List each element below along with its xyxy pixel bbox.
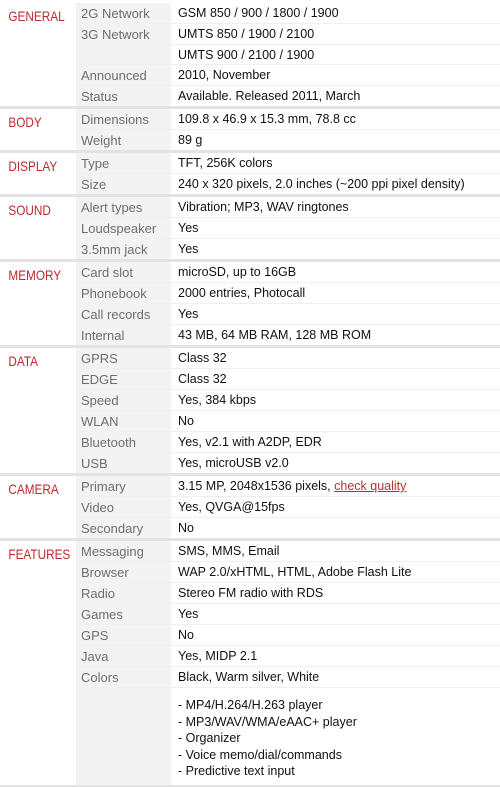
section-rows <box>76 348 500 473</box>
spec-label: WLAN <box>76 411 171 431</box>
spec-label: Browser <box>76 562 171 582</box>
spec-row <box>76 476 500 497</box>
spec-label: Radio <box>76 583 171 603</box>
spec-row <box>76 390 500 411</box>
spec-row <box>76 688 500 785</box>
spec-label: Weight <box>76 130 171 150</box>
spec-value-text: Yes, MIDP 2.1 <box>178 649 258 663</box>
spec-row <box>76 174 500 194</box>
section-rows <box>76 197 500 259</box>
feature-list <box>178 691 500 783</box>
spec-label: Messaging <box>76 541 171 561</box>
spec-value <box>171 688 500 785</box>
spec-label: Primary <box>76 476 171 496</box>
spec-value <box>171 86 500 106</box>
section-rows <box>76 153 500 194</box>
section-heading: GENERAL <box>8 8 65 24</box>
spec-label: Speed <box>76 390 171 410</box>
spec-row <box>76 604 500 625</box>
spec-section-body <box>0 109 500 153</box>
spec-row <box>76 197 500 218</box>
section-heading: FEATURES <box>8 546 71 562</box>
spec-section-camera <box>0 476 500 541</box>
spec-row <box>76 432 500 453</box>
spec-label: Java <box>76 646 171 666</box>
spec-row <box>76 65 500 86</box>
spec-row <box>76 646 500 667</box>
spec-row <box>76 153 500 174</box>
spec-label: 2G Network <box>76 3 171 23</box>
spec-row <box>76 325 500 345</box>
feature-list-item: - MP4/H.264/H.263 player <box>178 698 323 712</box>
spec-value-text: Yes, QVGA@15fps <box>178 500 285 514</box>
spec-label: USB <box>76 453 171 473</box>
spec-row <box>76 625 500 646</box>
spec-value <box>171 411 500 431</box>
spec-label: Loudspeaker <box>76 218 171 238</box>
spec-value <box>171 24 500 44</box>
feature-list-item: - MP3/WAV/WMA/eAAC+ player <box>178 714 357 729</box>
section-rows <box>76 541 500 785</box>
spec-value <box>171 304 500 324</box>
spec-value-text: Stereo FM radio with RDS <box>178 586 324 600</box>
section-heading: MEMORY <box>8 267 62 283</box>
spec-label: Alert types <box>76 197 171 217</box>
spec-row <box>76 667 500 688</box>
spec-section-data <box>0 348 500 476</box>
spec-row <box>76 562 500 583</box>
section-rows <box>76 3 500 106</box>
spec-label: GPS <box>76 625 171 645</box>
spec-value-text: Yes <box>178 242 199 256</box>
spec-value-text: microSD, up to 16GB <box>178 265 297 279</box>
spec-value <box>171 174 500 194</box>
spec-row <box>76 130 500 150</box>
spec-row <box>76 304 500 325</box>
spec-value <box>171 325 500 345</box>
spec-row <box>76 348 500 369</box>
spec-value-text: No <box>178 414 194 428</box>
spec-label: Announced <box>76 65 171 85</box>
spec-section-display <box>0 153 500 197</box>
spec-value-text: Yes <box>178 307 199 321</box>
spec-label: Video <box>76 497 171 517</box>
spec-value <box>171 109 500 129</box>
spec-value-text: 3.15 MP, 2048x1536 pixels, <box>178 479 335 493</box>
spec-label: Type <box>76 153 171 173</box>
section-heading: DISPLAY <box>8 158 58 174</box>
spec-value <box>171 562 500 582</box>
spec-section-features <box>0 541 500 787</box>
spec-row <box>76 369 500 390</box>
spec-value <box>171 541 500 561</box>
spec-row <box>76 453 500 473</box>
spec-value <box>171 625 500 645</box>
spec-section-memory <box>0 262 500 348</box>
spec-value-text: Yes, v2.1 with A2DP, EDR <box>178 435 322 449</box>
spec-value-text: Available. Released 2011, March <box>178 89 361 103</box>
spec-label: 3G Network <box>76 24 171 44</box>
spec-value-text: 109.8 x 46.9 x 15.3 mm, 78.8 cc <box>178 112 356 126</box>
spec-value-text: 89 g <box>178 133 203 147</box>
spec-value <box>171 262 500 282</box>
spec-row <box>76 218 500 239</box>
spec-label <box>76 45 171 64</box>
spec-label: 3.5mm jack <box>76 239 171 259</box>
spec-value <box>171 390 500 410</box>
spec-value-text: 2010, November <box>178 68 271 82</box>
spec-value <box>171 218 500 238</box>
spec-value-text: Yes, microUSB v2.0 <box>178 456 289 470</box>
spec-value-text: SMS, MMS, Email <box>178 544 280 558</box>
spec-row <box>76 541 500 562</box>
spec-value-text: No <box>178 628 194 642</box>
spec-label: Bluetooth <box>76 432 171 452</box>
spec-row <box>76 497 500 518</box>
spec-row <box>76 262 500 283</box>
spec-label: Size <box>76 174 171 194</box>
spec-label: Games <box>76 604 171 624</box>
spec-section-general <box>0 3 500 109</box>
spec-value-text: UMTS 850 / 1900 / 2100 <box>178 27 315 41</box>
spec-value-text: No <box>178 521 194 535</box>
spec-value <box>171 283 500 303</box>
spec-value <box>171 369 500 389</box>
spec-value-text: UMTS 900 / 2100 / 1900 <box>178 48 315 62</box>
spec-value <box>171 646 500 666</box>
check-quality-link[interactable]: check quality <box>334 479 407 493</box>
spec-row <box>76 583 500 604</box>
spec-label: Phonebook <box>76 283 171 303</box>
spec-row <box>76 239 500 259</box>
spec-label <box>76 688 171 785</box>
spec-value <box>171 583 500 603</box>
section-rows <box>76 476 500 538</box>
spec-row <box>76 24 500 45</box>
spec-value <box>171 518 500 538</box>
spec-label: Internal <box>76 325 171 345</box>
spec-value <box>171 453 500 473</box>
spec-value-text: 240 x 320 pixels, 2.0 inches (~200 ppi pixel density) <box>178 177 465 191</box>
feature-list-item: - Voice memo/dial/commands <box>178 747 342 762</box>
section-rows <box>76 109 500 150</box>
spec-table <box>0 3 500 787</box>
spec-row <box>76 86 500 106</box>
spec-value-text: Class 32 <box>178 351 227 365</box>
spec-value <box>171 130 500 150</box>
spec-value-text: Class 32 <box>178 372 227 386</box>
spec-value <box>171 153 500 173</box>
spec-value-text: GSM 850 / 900 / 1800 / 1900 <box>178 6 339 20</box>
spec-value-text: Yes <box>178 221 199 235</box>
section-heading: SOUND <box>8 202 51 218</box>
spec-value <box>171 476 500 496</box>
spec-value <box>171 65 500 85</box>
spec-value <box>171 497 500 517</box>
spec-row <box>76 411 500 432</box>
spec-value <box>171 45 500 64</box>
feature-list-item: - Organizer <box>178 731 241 746</box>
spec-value-text: 43 MB, 64 MB RAM, 128 MB ROM <box>178 328 372 342</box>
spec-value <box>171 604 500 624</box>
feature-list-item: - Predictive text input <box>178 764 295 779</box>
spec-label: GPRS <box>76 348 171 368</box>
spec-label: EDGE <box>76 369 171 389</box>
section-heading: CAMERA <box>8 481 59 497</box>
spec-value-text: Yes, 384 kbps <box>178 393 257 407</box>
spec-row <box>76 3 500 24</box>
section-heading: BODY <box>8 114 42 130</box>
spec-value <box>171 239 500 259</box>
spec-row <box>76 283 500 304</box>
spec-label: Dimensions <box>76 109 171 129</box>
spec-value <box>171 197 500 217</box>
spec-value-text: Yes <box>178 607 199 621</box>
spec-value-text: Vibration; MP3, WAV ringtones <box>178 200 349 214</box>
spec-row <box>76 45 500 65</box>
spec-label: Call records <box>76 304 171 324</box>
spec-section-sound <box>0 197 500 262</box>
spec-label: Status <box>76 86 171 106</box>
section-rows <box>76 262 500 345</box>
spec-value-text: 2000 entries, Photocall <box>178 286 306 300</box>
spec-label: Secondary <box>76 518 171 538</box>
spec-value-text: WAP 2.0/xHTML, HTML, Adobe Flash Lite <box>178 565 412 579</box>
spec-row <box>76 109 500 130</box>
spec-value <box>171 432 500 452</box>
spec-value <box>171 3 500 23</box>
spec-value-text: Black, Warm silver, White <box>178 670 320 684</box>
section-heading: DATA <box>8 353 39 369</box>
spec-label: Card slot <box>76 262 171 282</box>
spec-value <box>171 348 500 368</box>
spec-label: Colors <box>76 667 171 687</box>
spec-row <box>76 518 500 538</box>
spec-value <box>171 667 500 687</box>
spec-value-text: TFT, 256K colors <box>178 156 273 170</box>
